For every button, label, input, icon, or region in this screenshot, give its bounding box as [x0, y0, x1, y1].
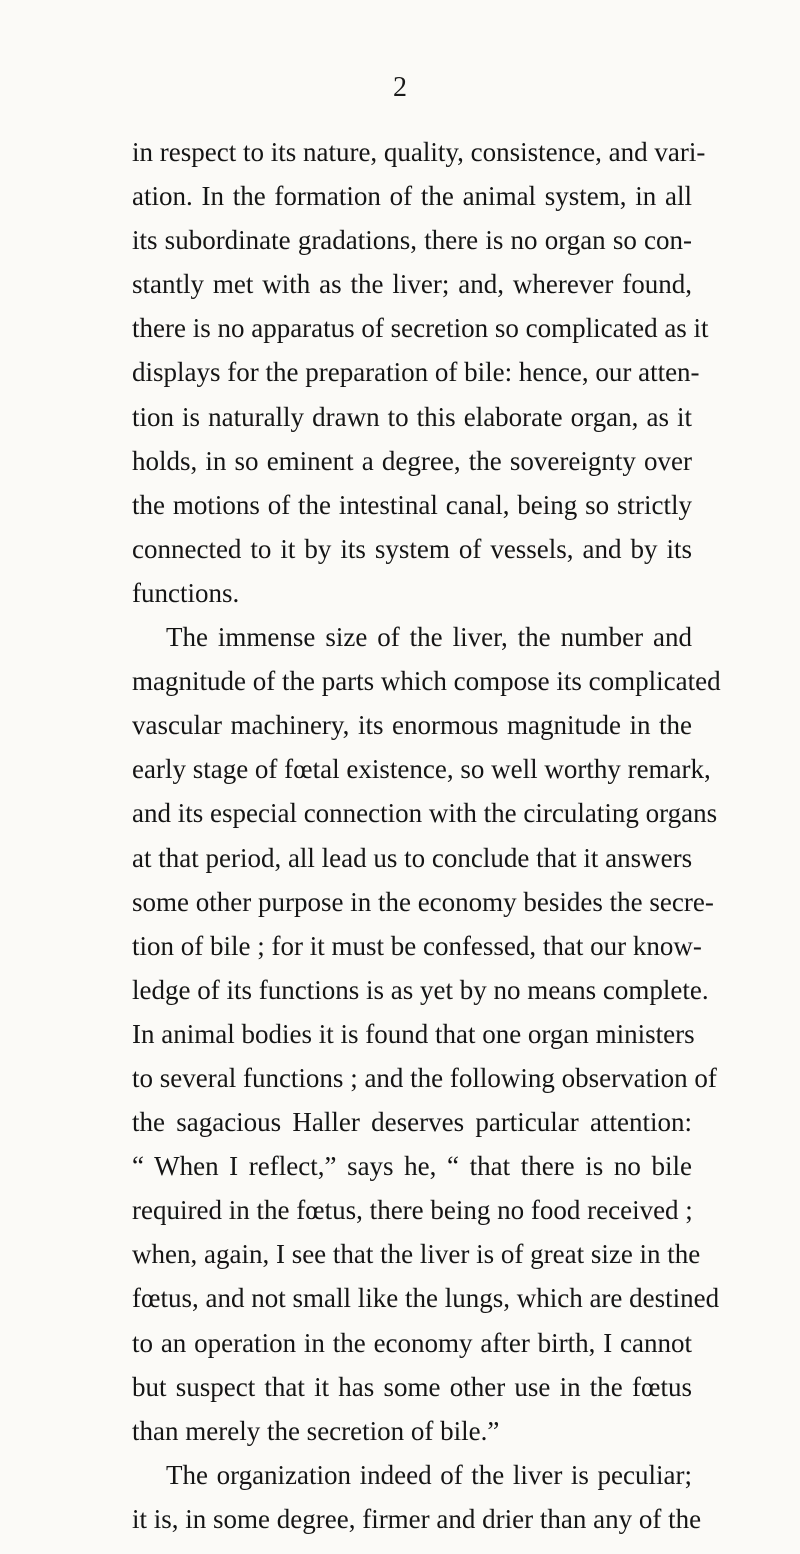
- text-line: the sagacious Haller deserves particular attention:: [132, 1107, 692, 1138]
- text-line: when, again, I see that the liver is of great size in the: [132, 1239, 701, 1270]
- text-line: early stage of fœtal existence, so well worthy remark,: [132, 754, 711, 785]
- text-line: its subordinate gradations, there is no organ so con-: [132, 225, 692, 256]
- text-line: displays for the preparation of bile: hence, our atten-: [132, 357, 700, 388]
- text-line: the motions of the intestinal canal, being so strictly: [132, 489, 692, 520]
- text-line: to several functions ; and the following observation of: [132, 1062, 717, 1093]
- body-text: [132, 130, 721, 1541]
- text-line: stantly met with as the liver; and, wherever found,: [132, 269, 692, 300]
- page-number: 2: [393, 72, 407, 103]
- text-line: in respect to its nature, quality, consistence, and vari-: [132, 137, 706, 167]
- text-line: and its especial connection with the circulating organs: [132, 798, 718, 829]
- text-line: at that period, all lead us to conclude that it answers: [132, 842, 693, 873]
- text-line: ledge of its functions is as yet by no means complete.: [132, 974, 709, 1005]
- text-line: to an operation in the economy after birth, I cannot: [132, 1327, 692, 1358]
- text-line: tion of bile ; for it must be confessed, that our know-: [132, 930, 702, 961]
- text-line: but suspect that it has some other use in the fœtus: [132, 1371, 692, 1402]
- text-line: holds, in so eminent a degree, the sovereignty over: [132, 445, 692, 476]
- text-line: than merely the secretion of bile.”: [132, 1415, 500, 1446]
- text-line: connected to it by its system of vessels, and by its: [132, 533, 692, 564]
- text-line: The immense size of the liver, the number and: [166, 622, 692, 653]
- text-line: tion is naturally drawn to this elaborate organ, as it: [132, 401, 692, 432]
- text-line: “ When I reflect,” says he, “ that there is no bile: [132, 1151, 692, 1182]
- text-line: In animal bodies it is found that one organ ministers: [132, 1018, 695, 1049]
- text-line: fœtus, and not small like the lungs, which are destined: [132, 1283, 720, 1314]
- text-line: there is no apparatus of secretion so complicated as it: [132, 313, 709, 344]
- text-line: required in the fœtus, there being no food received ;: [132, 1195, 693, 1226]
- text-line: it is, in some degree, firmer and drier than any of the: [132, 1503, 702, 1534]
- text-line: functions.: [132, 577, 240, 608]
- text-line: vascular machinery, its enormous magnitude in the: [132, 710, 692, 741]
- text-line: The organization indeed of the liver is peculiar;: [166, 1459, 692, 1490]
- text-line: magnitude of the parts which compose its complicated: [132, 666, 721, 697]
- text-line: some other purpose in the economy besides the secre-: [132, 886, 714, 917]
- text-line: ation. In the formation of the animal system, in all: [132, 181, 692, 212]
